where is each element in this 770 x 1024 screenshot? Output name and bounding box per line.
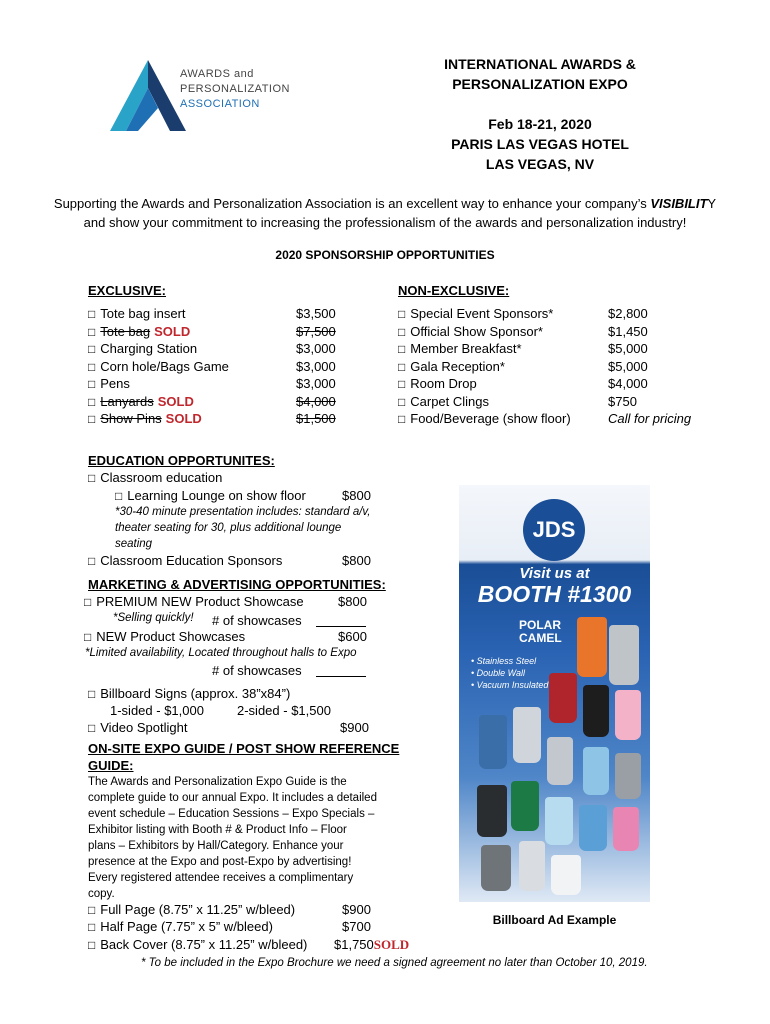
non-exclusive-item-price: $2,800 xyxy=(608,306,648,321)
non-exclusive-item-label: Room Drop xyxy=(410,376,477,391)
exclusive-item-price: $3,500 xyxy=(296,306,336,321)
exclusive-item xyxy=(88,393,194,411)
new-showcases-price: $600 xyxy=(338,629,367,644)
logo-line3: ASSOCIATION xyxy=(180,98,260,110)
tumbler-icon xyxy=(613,807,639,851)
classroom-education: □ Classroom education xyxy=(88,469,222,487)
exclusive-item-price: $3,000 xyxy=(296,376,336,391)
exclusive-item-label: Corn hole/Bags Game xyxy=(100,358,229,374)
tumbler-icon xyxy=(583,685,609,737)
non-exclusive-item-label: Special Event Sponsors* xyxy=(410,306,554,321)
ad-caption: Billboard Ad Example xyxy=(492,913,617,927)
tumbler-icon xyxy=(577,617,607,677)
premium-showcase-price: $800 xyxy=(338,594,367,609)
full-page-ad: □ Full Page (8.75” x 11.25” w/bleed) xyxy=(88,901,295,919)
non-exclusive-item-price: $1,450 xyxy=(608,323,648,339)
non-exclusive-heading: NON-EXCLUSIVE: xyxy=(398,283,510,298)
ad-brand: POLAR CAMEL xyxy=(519,618,562,645)
lounge-note3: seating xyxy=(115,538,153,550)
expo-city: LAS VEGAS, NV xyxy=(485,156,595,172)
tumbler-icon xyxy=(547,737,573,785)
exclusive-item xyxy=(88,358,229,376)
triangle-logo-icon xyxy=(108,58,188,133)
logo-line1: AWARDS and xyxy=(180,68,254,80)
footnote: * To be included in the Expo Brochure we need a signed agreement no later than October 10, 2019. xyxy=(141,957,648,969)
intro-line1: Supporting the Awards and Personalization Association is an excellent way to enhance your company’s VISIBILITY xyxy=(53,196,717,211)
tumbler-icon xyxy=(513,707,541,763)
exclusive-item-label: Pens xyxy=(100,376,130,391)
back-cover-ad: □ Back Cover (8.75” x 11.25” w/bleed) xyxy=(88,936,307,954)
page-title-line1: INTERNATIONAL AWARDS & xyxy=(444,56,636,72)
page-title-line2: PERSONALIZATION EXPO xyxy=(452,76,628,92)
non-exclusive-item-label: Gala Reception* xyxy=(410,358,505,374)
non-exclusive-item-label: Carpet Clings xyxy=(410,393,490,409)
non-exclusive-item-label: Food/Beverage (show floor) xyxy=(410,411,571,426)
premium-showcase: □ PREMIUM NEW Product Showcase xyxy=(84,593,304,611)
exclusive-item-label: Tote bag xyxy=(100,323,151,339)
guide-description-line: plans – Exhibitors by Hall/Category. Enhance your xyxy=(88,840,344,852)
exclusive-item xyxy=(88,305,186,323)
tumbler-icon xyxy=(481,845,511,891)
exclusive-item xyxy=(88,375,130,393)
tumbler-icon xyxy=(511,781,539,831)
half-page-price: $700 xyxy=(342,919,371,934)
guide-description-line: complete guide to our annual Expo. It includes a detailed xyxy=(88,792,377,804)
back-cover-sold: SOLD xyxy=(373,937,410,952)
exclusive-item-label: Tote bag insert xyxy=(100,306,186,321)
ad-booth-text: BOOTH #1300 xyxy=(477,581,632,607)
billboard-signs: □ Billboard Signs (approx. 38”x84”) xyxy=(88,685,290,703)
sold-badge: SOLD xyxy=(165,411,202,426)
video-spotlight: □ Video Spotlight xyxy=(88,719,187,737)
exclusive-item-price: $1,500 xyxy=(296,411,336,426)
non-exclusive-item xyxy=(398,410,571,428)
expo-header xyxy=(400,54,680,174)
lounge-note1: *30-40 minute presentation includes: standard a/v, xyxy=(115,506,371,518)
lounge-note2: theater seating for 30, plus additional lounge xyxy=(115,522,342,534)
non-exclusive-item-price: $4,000 xyxy=(608,376,648,391)
non-exclusive-item-label: Member Breakfast* xyxy=(410,341,522,356)
exclusive-item-price: $3,000 xyxy=(296,341,336,356)
guide-heading1: ON-SITE EXPO GUIDE / POST SHOW REFERENCE xyxy=(88,741,400,756)
exclusive-item-label: Lanyards xyxy=(100,393,154,409)
back-cover-price: $1,750SOLD xyxy=(334,937,410,952)
non-exclusive-item xyxy=(398,323,543,341)
guide-heading2: GUIDE: xyxy=(88,758,134,773)
showcase-count-blank[interactable] xyxy=(316,626,366,627)
learning-lounge-price: $800 xyxy=(342,488,371,503)
learning-lounge: □ Learning Lounge on show floor xyxy=(115,487,306,505)
classroom-sponsors-price: $800 xyxy=(342,553,371,568)
guide-description-line: The Awards and Personalization Expo Guide is the xyxy=(88,776,347,788)
exclusive-heading: EXCLUSIVE: xyxy=(88,283,167,298)
logo-line2: PERSONALIZATION xyxy=(180,83,290,95)
expo-date: Feb 18-21, 2020 xyxy=(488,116,592,132)
limited-availability: *Limited availability, Located throughout halls to Expo xyxy=(85,647,357,659)
non-exclusive-item xyxy=(398,358,505,376)
guide-description-line: Every registered attendee receives a complimentary xyxy=(88,872,354,884)
showcase-count-label2: # of showcases xyxy=(212,663,302,678)
intro-line2: and show your commitment to increasing the professionalism of the awards and personalization industry! xyxy=(83,215,687,230)
education-heading: EDUCATION OPPORTUNITES: xyxy=(88,453,275,468)
non-exclusive-item xyxy=(398,340,522,358)
video-spotlight-price: $900 xyxy=(340,720,369,735)
association-logo xyxy=(108,58,338,133)
tumbler-icon xyxy=(551,855,581,895)
billboard-ad-image xyxy=(459,485,650,902)
exclusive-item-price: $4,000 xyxy=(296,393,336,409)
guide-description-line: event schedule – Education Sessions – Expo Specials – xyxy=(88,808,375,820)
non-exclusive-item xyxy=(398,393,489,411)
non-exclusive-item-price: $5,000 xyxy=(608,358,648,374)
sold-badge: SOLD xyxy=(154,323,191,339)
exclusive-item xyxy=(88,340,197,358)
full-page-price: $900 xyxy=(342,902,371,917)
tumbler-icon xyxy=(615,753,641,799)
intro-text xyxy=(30,194,740,232)
showcase-count-blank2[interactable] xyxy=(316,676,366,677)
tumbler-icon xyxy=(545,797,573,845)
non-exclusive-item-price: $750 xyxy=(608,393,637,409)
new-showcases: □ NEW Product Showcases xyxy=(84,628,245,646)
exclusive-item-price: $7,500 xyxy=(296,323,336,339)
tumbler-icon xyxy=(549,673,577,723)
exclusive-item xyxy=(88,410,202,428)
non-exclusive-item-price: Call for pricing xyxy=(608,411,692,426)
ad-visit-text: Visit us at xyxy=(519,565,590,582)
non-exclusive-item-price: $5,000 xyxy=(608,341,648,356)
guide-description-line: presence at the Expo and post-Expo by advertising! xyxy=(88,856,352,868)
exclusive-item-price: $3,000 xyxy=(296,358,336,374)
jds-logo: JDS xyxy=(523,499,585,561)
tumbler-icon xyxy=(579,805,607,851)
billboard-one-sided: 1-sided - $1,000 xyxy=(110,703,204,718)
ad-features: • Stainless Steel • Double Wall • Vacuum Insulated xyxy=(471,656,549,690)
tumbler-icon xyxy=(615,690,641,740)
exclusive-item-label: Show Pins xyxy=(100,411,162,426)
tumbler-icon xyxy=(519,841,545,891)
tumbler-icon xyxy=(609,625,639,685)
showcase-count-label: # of showcases xyxy=(212,613,302,628)
selling-quickly: *Selling quickly! xyxy=(113,612,194,624)
guide-description-line: Exhibitor listing with Booth # & Product Info – Floor xyxy=(88,824,347,836)
exclusive-item xyxy=(88,323,190,341)
non-exclusive-item xyxy=(398,375,477,393)
section-title: 2020 SPONSORSHIP OPPORTUNITIES xyxy=(275,248,495,262)
marketing-heading: MARKETING & ADVERTISING OPPORTUNITIES: xyxy=(88,577,386,592)
tumbler-icon xyxy=(479,715,507,769)
exclusive-item-label: Charging Station xyxy=(100,341,198,356)
non-exclusive-item xyxy=(398,305,553,323)
non-exclusive-item-label: Official Show Sponsor* xyxy=(410,323,543,339)
tumbler-icon xyxy=(583,747,609,795)
half-page-ad: □ Half Page (7.75” x 5” w/bleed) xyxy=(88,918,273,936)
guide-description-line: copy. xyxy=(88,888,115,900)
expo-venue: PARIS LAS VEGAS HOTEL xyxy=(451,136,629,152)
tumbler-icon xyxy=(477,785,507,837)
classroom-sponsors: □ Classroom Education Sponsors xyxy=(88,552,282,570)
billboard-two-sided: 2-sided - $1,500 xyxy=(237,703,331,718)
sold-badge: SOLD xyxy=(157,393,194,409)
